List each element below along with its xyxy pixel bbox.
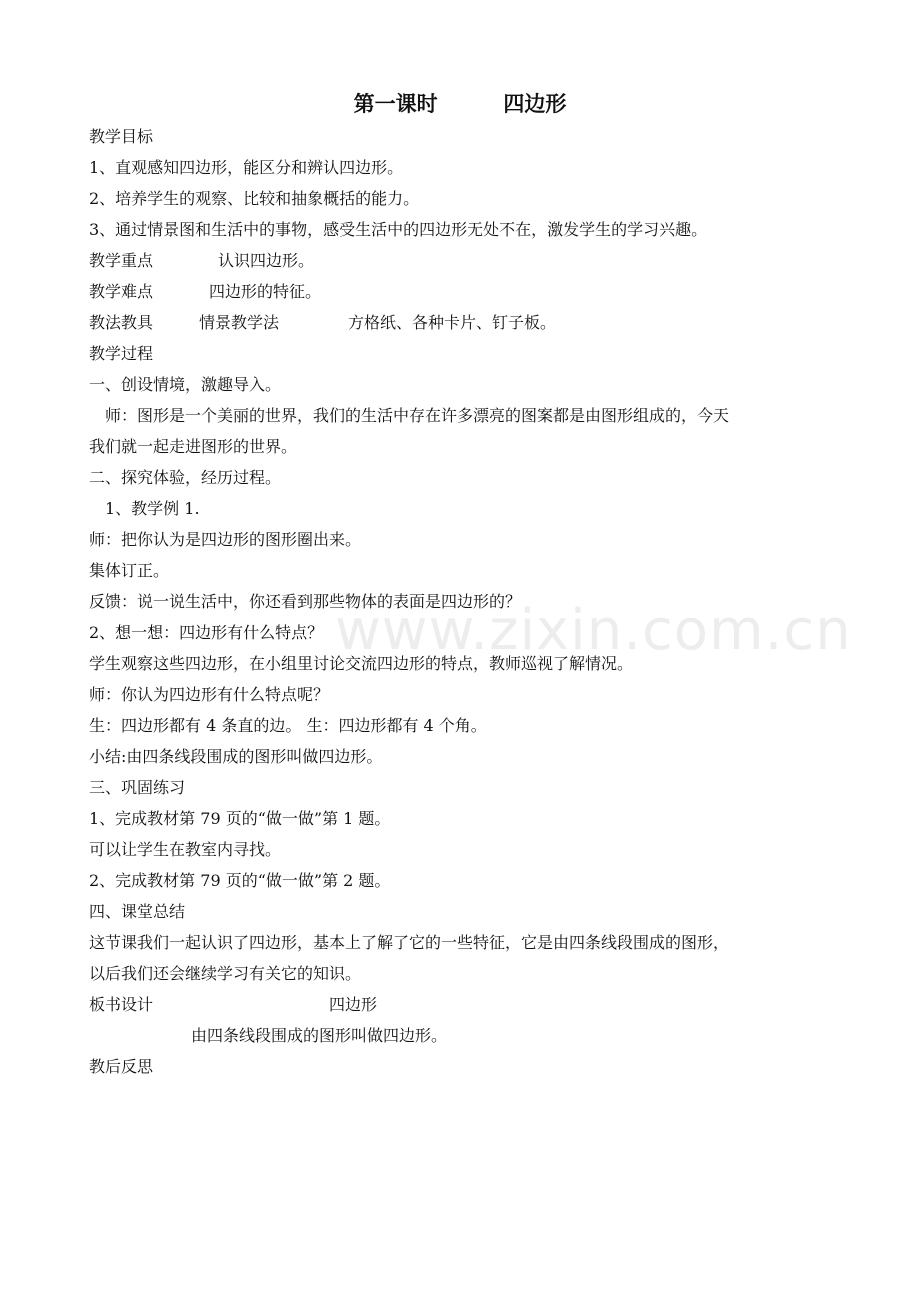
difficulty-text: 四边形的特征。 <box>209 282 322 301</box>
section4-heading: 四、课堂总结 <box>89 902 186 921</box>
watermark-text: www.zixin.com.cn <box>335 598 852 663</box>
page-title: 第一课时 四边形 <box>353 92 567 116</box>
methods-method: 情景教学法 <box>199 313 280 332</box>
section2-line: 反馈：说一说生活中，你还看到那些物体的表面是四边形的？ <box>89 592 522 611</box>
section2-line: 师：把你认为是四边形的图形圈出来。 <box>89 530 362 549</box>
objective-item-1: 1、直观感知四边形，能区分和辨认四边形。 <box>89 158 404 177</box>
section2-line: 学生观察这些四边形，在小组里讨论交流四边形的特点，教师巡视了解情况。 <box>89 654 634 673</box>
section3-line: 2、完成教材第 79 页的“做一做”第 2 题。 <box>89 871 391 890</box>
section2-line: 2、想一想：四边形有什么特点？ <box>89 623 324 642</box>
section3-heading: 三、巩固练习 <box>89 778 186 797</box>
section2-line: 1、教学例 1. <box>105 499 200 518</box>
key-point-label: 教学重点 <box>89 251 154 270</box>
objectives-heading: 教学目标 <box>89 127 154 146</box>
section2-line: 生：四边形都有 4 条直的边。 生：四边形都有 4 个角。 <box>89 716 487 735</box>
reflection-heading: 教后反思 <box>89 1057 154 1076</box>
section2-line: 集体订正。 <box>89 561 170 580</box>
section3-line: 可以让学生在教室内寻找。 <box>89 840 282 859</box>
objective-item-3: 3、通过情景图和生活中的事物，感受生活中的四边形无处不在，激发学生的学习兴趣。 <box>89 220 708 239</box>
board-text: 由四条线段围成的图形叫做四边形。 <box>191 1026 448 1045</box>
section2-line: 师：你认为四边形有什么特点呢？ <box>89 685 330 704</box>
methods-label: 教法教具 <box>89 313 154 332</box>
board-title: 四边形 <box>329 995 378 1014</box>
section4-text-line2: 以后我们还会继续学习有关它的知识。 <box>89 964 362 983</box>
section1-text-line2: 我们就一起走进图形的世界。 <box>89 437 298 456</box>
process-heading: 教学过程 <box>89 344 154 363</box>
objective-item-2: 2、培养学生的观察、比较和抽象概括的能力。 <box>89 189 420 208</box>
section3-line: 1、完成教材第 79 页的“做一做”第 1 题。 <box>89 809 391 828</box>
section4-text-line1: 这节课我们一起认识了四边形，基本上了解了它的一些特征，它是由四条线段围成的图形， <box>89 933 730 952</box>
section2-heading: 二、探究体验，经历过程。 <box>89 468 282 487</box>
board-label: 板书设计 <box>89 995 154 1014</box>
section1-heading: 一、创设情境，激趣导入。 <box>89 375 282 394</box>
section2-line: 小结:由四条线段围成的图形叫做四边形。 <box>89 747 383 766</box>
key-point-text: 认识四边形。 <box>218 251 315 270</box>
section1-text-line1: 师：图形是一个美丽的世界，我们的生活中存在许多漂亮的图案都是由图形组成的，今天 <box>105 406 730 425</box>
methods-tools: 方格纸、各种卡片、钉子板。 <box>348 313 557 332</box>
difficulty-label: 教学难点 <box>89 282 154 301</box>
